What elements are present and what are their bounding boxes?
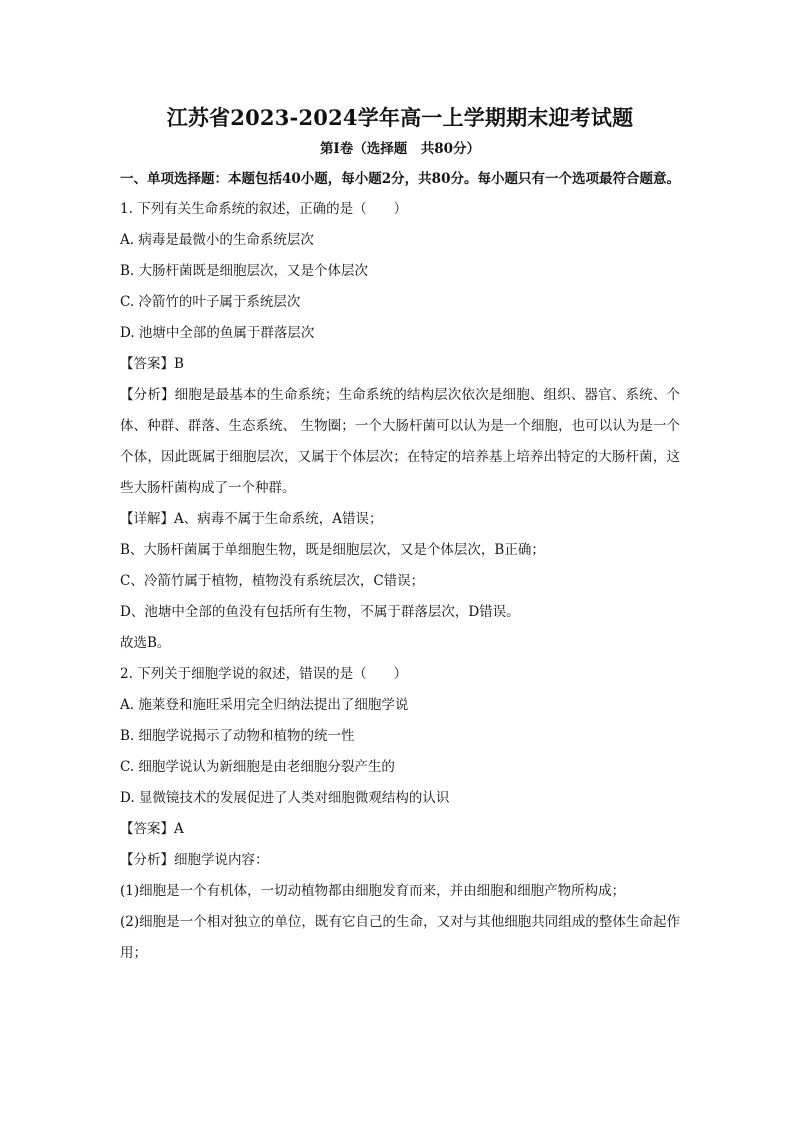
question-2-analysis-point-2: (2)细胞是一个相对独立的单位，既有它自己的生命，又对与其他细胞共同组成的整体生命起作用； (120, 914, 680, 961)
question-2-option-c: C. 细胞学说认为新细胞是由老细胞分裂产生的 (120, 759, 395, 775)
question-1-conclusion: 故选B。 (120, 635, 171, 651)
section-subtitle: 第Ⅰ卷（选择题 共80分） (319, 141, 481, 157)
question-1-detail-b: B、大肠杆菌属于单细胞生物，既是细胞层次，又是个体层次，B正确； (120, 542, 545, 558)
question-2-answer: 【答案】A (120, 821, 184, 837)
question-1-option-c: C. 冷箭竹的叶子属于系统层次 (120, 294, 301, 310)
question-2-option-d: D. 显微镜技术的发展促进了人类对细胞微观结构的认识 (120, 790, 450, 806)
instructions-heading: 一、单项选择题：本题包括40小题，每小题2分，共80分。每小题只有一个选项最符合题意。 (120, 171, 680, 187)
question-2-stem: 2. 下列关于细胞学说的叙述，错误的是（ ） (120, 666, 408, 682)
question-2-option-a: A. 施莱登和施旺采用完全归纳法提出了细胞学说 (120, 697, 409, 713)
question-1 (120, 194, 680, 659)
question-1-detail-c: C、冷箭竹属于植物，植物没有系统层次，C错误； (120, 573, 425, 589)
question-1-analysis: 【分析】细胞是最基本的生命系统；生命系统的结构层次依次是细胞、组织、器官、系统、个体、种群、群落、生态系统、 生物圈；一个大肠杆菌可以认为是一个细胞，也可以认为是一个个体，因此既属于细胞层次，又属于个体层次；在特定的培养基上培养出特定的大肠杆菌，这些大肠杆菌构成了一个种群。 (120, 387, 680, 496)
question-1-detail-a: 【详解】A、病毒不属于生命系统，A错误； (120, 511, 383, 527)
question-1-answer: 【答案】B (120, 356, 184, 372)
question-1-stem: 1. 下列有关生命系统的叙述，正确的是（ ） (120, 201, 408, 217)
question-2 (120, 659, 680, 969)
question-2-analysis-intro: 【分析】细胞学说内容： (120, 852, 269, 868)
question-1-option-d: D. 池塘中全部的鱼属于群落层次 (120, 325, 315, 341)
document-title: 江苏省2023-2024学年高一上学期期末迎考试题 (166, 105, 634, 130)
question-1-detail-d: D、池塘中全部的鱼没有包括所有生物，不属于群落层次，D错误。 (120, 604, 520, 620)
question-1-option-a: A. 病毒是最微小的生命系统层次 (120, 232, 314, 248)
document-content (120, 100, 680, 969)
question-1-option-b: B. 大肠杆菌既是细胞层次，又是个体层次 (120, 263, 369, 279)
question-2-analysis-point-1: (1)细胞是一个有机体，一切动植物都由细胞发育而来，并由细胞和细胞产物所构成； (120, 883, 626, 899)
question-2-option-b: B. 细胞学说揭示了动物和植物的统一性 (120, 728, 355, 744)
